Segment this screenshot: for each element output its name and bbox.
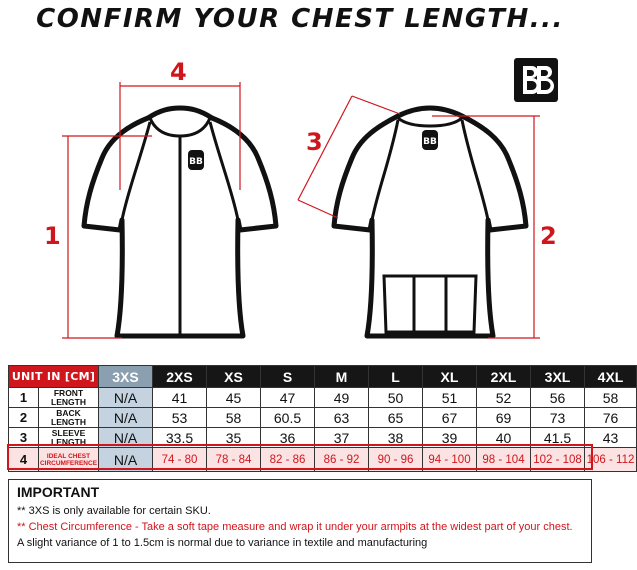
table-cell: 58 (207, 408, 261, 428)
table-cell: 58 (585, 388, 637, 408)
row-number: 1 (9, 388, 39, 408)
table-cell: 38 (369, 428, 423, 448)
jersey-diagram (0, 40, 600, 360)
table-cell: 94 - 100 (423, 448, 477, 472)
table-cell: 35 (207, 428, 261, 448)
row-label: FRONT LENGTH (39, 388, 99, 408)
table-cell: N/A (99, 448, 153, 472)
table-cell: 45 (207, 388, 261, 408)
measure-label-4: 4 (170, 58, 187, 86)
chest-badge-front (188, 150, 204, 170)
page-title: CONFIRM YOUR CHEST LENGTH... (36, 4, 564, 34)
table-cell: 56 (531, 388, 585, 408)
table-cell: 67 (423, 408, 477, 428)
table-cell: 86 - 92 (315, 448, 369, 472)
svg-text:BB: BB (189, 157, 203, 167)
table-cell: 102 - 108 (531, 448, 585, 472)
table-cell: 40 (477, 428, 531, 448)
table-cell: 78 - 84 (207, 448, 261, 472)
important-title: IMPORTANT (17, 484, 100, 500)
row-number: 4 (9, 448, 39, 472)
table-cell: 63 (315, 408, 369, 428)
note-variance: A slight variance of 1 to 1.5cm is normal due to variance in textile and manufacturing (17, 537, 428, 549)
table-cell: 65 (369, 408, 423, 428)
table-cell: 43 (585, 428, 637, 448)
size-header: 2XL (477, 366, 531, 388)
unit-label: UNIT IN [CM] (9, 366, 99, 388)
table-cell: 76 (585, 408, 637, 428)
size-header: XL (423, 366, 477, 388)
table-cell: 39 (423, 428, 477, 448)
table-cell: 53 (153, 408, 207, 428)
table-cell: 106 - 112 (585, 448, 637, 472)
table-cell: 82 - 86 (261, 448, 315, 472)
size-header-row (9, 366, 637, 388)
chest-badge-back (422, 130, 438, 150)
size-header: XS (207, 366, 261, 388)
note-3xs: ** 3XS is only available for certain SKU. (17, 505, 211, 517)
table-cell: 50 (369, 388, 423, 408)
size-chart-table (8, 365, 637, 472)
size-header: 4XL (585, 366, 637, 388)
important-notes-box (8, 479, 592, 563)
table-cell: 51 (423, 388, 477, 408)
table-row (9, 388, 637, 408)
table-cell: N/A (99, 388, 153, 408)
table-cell: 49 (315, 388, 369, 408)
svg-text:BB: BB (423, 137, 437, 147)
table-row-chest (9, 448, 637, 472)
size-header: 2XS (153, 366, 207, 388)
size-header: 3XS (99, 366, 153, 388)
table-cell: 37 (315, 428, 369, 448)
row-label: IDEAL CHEST CIRCUMFERENCE (39, 448, 99, 472)
row-number: 2 (9, 408, 39, 428)
note-chest-circumference: ** Chest Circumference - Take a soft tape measure and wrap it under your armpits at the widest part of your chest. (17, 521, 573, 533)
table-cell: 41 (153, 388, 207, 408)
measure-label-1: 1 (44, 222, 61, 250)
measure-label-3: 3 (306, 128, 323, 156)
table-cell: 73 (531, 408, 585, 428)
table-cell: 36 (261, 428, 315, 448)
table-cell: 74 - 80 (153, 448, 207, 472)
size-header: 3XL (531, 366, 585, 388)
table-cell: 98 - 104 (477, 448, 531, 472)
table-row (9, 408, 637, 428)
row-label: BACK LENGTH (39, 408, 99, 428)
table-cell: 69 (477, 408, 531, 428)
table-cell: N/A (99, 428, 153, 448)
table-cell: N/A (99, 408, 153, 428)
measure-label-2: 2 (540, 222, 557, 250)
table-cell: 60.5 (261, 408, 315, 428)
table-row (9, 428, 637, 448)
table-cell: 47 (261, 388, 315, 408)
table-cell: 41.5 (531, 428, 585, 448)
row-label: SLEEVE LENGTH (39, 428, 99, 448)
table-cell: 52 (477, 388, 531, 408)
size-header: L (369, 366, 423, 388)
size-header: S (261, 366, 315, 388)
table-cell: 33.5 (153, 428, 207, 448)
table-cell: 90 - 96 (369, 448, 423, 472)
size-header: M (315, 366, 369, 388)
row-number: 3 (9, 428, 39, 448)
